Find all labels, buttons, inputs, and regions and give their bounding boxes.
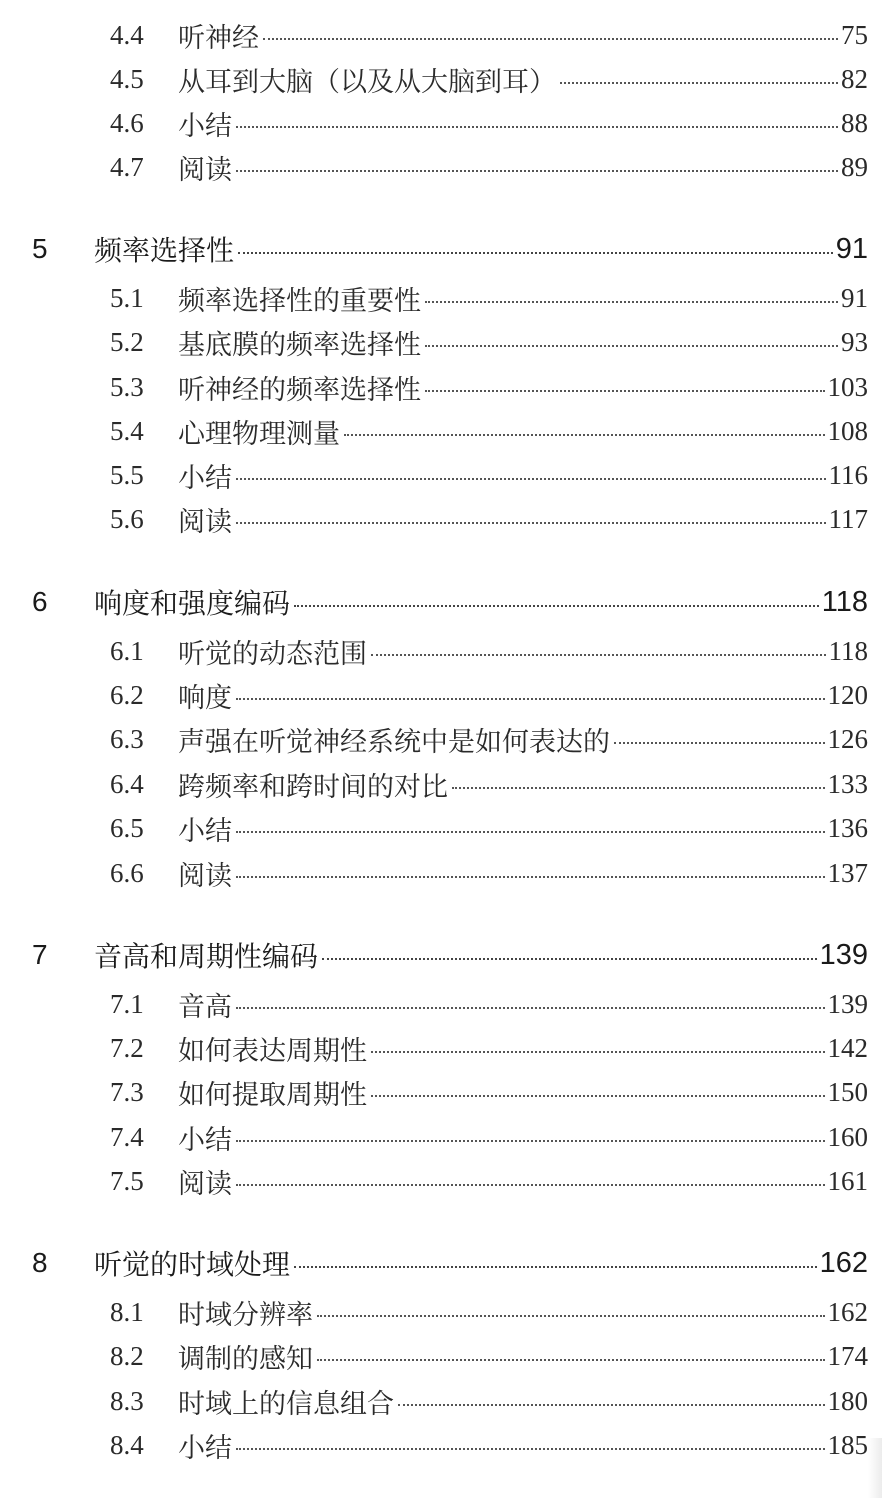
entry-title: 小结 <box>178 1432 232 1464</box>
entry-number: 4.6 <box>110 107 144 138</box>
dot-leader <box>371 1095 825 1097</box>
entry-title: 小结 <box>178 1124 232 1156</box>
toc-section-entry <box>110 59 868 99</box>
dot-leader <box>236 831 825 833</box>
entry-page-number: 162 <box>819 1246 868 1279</box>
entry-page-number: 88 <box>841 107 868 138</box>
entry-page-number: 160 <box>827 1121 868 1152</box>
entry-number: 6 <box>32 586 48 617</box>
toc-section-entry <box>110 1072 868 1112</box>
toc-section-entry <box>110 808 868 848</box>
entry-title: 从耳到大脑（以及从大脑到耳） <box>178 66 556 98</box>
entry-page-number: 185 <box>827 1429 868 1460</box>
entry-page-number: 118 <box>821 585 868 618</box>
entry-title: 听觉的动态范围 <box>178 638 367 670</box>
entry-title: 基底膜的频率选择性 <box>178 329 421 361</box>
page-edge-shadow <box>868 1438 882 1498</box>
entry-number: 6.2 <box>110 679 144 710</box>
entry-page-number: 180 <box>827 1385 868 1416</box>
dot-leader <box>236 522 826 524</box>
dot-leader <box>236 876 825 878</box>
toc-section-entry <box>110 631 868 671</box>
entry-page-number: 126 <box>827 723 868 754</box>
entry-page-number: 103 <box>827 371 868 402</box>
entry-title: 如何表达周期性 <box>178 1035 367 1067</box>
toc-section-entry <box>110 499 868 539</box>
toc-chapter-entry <box>32 1243 868 1283</box>
entry-title: 小结 <box>178 110 232 142</box>
dot-leader <box>614 742 825 744</box>
toc-chapter-entry <box>32 935 868 975</box>
toc-section-entry <box>110 1028 868 1068</box>
entry-number: 6.5 <box>110 812 144 843</box>
entry-page-number: 136 <box>827 812 868 843</box>
entry-title: 小结 <box>178 462 232 494</box>
entry-title: 阅读 <box>178 1168 232 1200</box>
dot-leader <box>371 654 826 656</box>
entry-number: 5.2 <box>110 326 144 357</box>
entry-page-number: 142 <box>827 1032 868 1063</box>
entry-title: 心理物理测量 <box>178 418 340 450</box>
dot-leader <box>322 958 817 960</box>
dot-leader <box>425 345 838 347</box>
entry-page-number: 93 <box>841 326 868 357</box>
entry-page-number: 82 <box>841 63 868 94</box>
entry-page-number: 75 <box>841 19 868 50</box>
entry-page-number: 133 <box>827 768 868 799</box>
entry-title: 小结 <box>178 815 232 847</box>
entry-title: 如何提取周期性 <box>178 1079 367 1111</box>
entry-title: 时域分辨率 <box>178 1299 313 1331</box>
entry-title: 阅读 <box>178 506 232 538</box>
entry-page-number: 91 <box>835 232 868 265</box>
dot-leader <box>236 1140 825 1142</box>
entry-number: 6.1 <box>110 635 144 666</box>
entry-number: 8.1 <box>110 1296 144 1327</box>
dot-leader <box>236 1184 825 1186</box>
toc-section-entry <box>110 455 868 495</box>
toc-section-entry <box>110 411 868 451</box>
entry-page-number: 162 <box>827 1296 868 1327</box>
entry-number: 7.2 <box>110 1032 144 1063</box>
entry-page-number: 89 <box>841 151 868 182</box>
dot-leader <box>371 1051 825 1053</box>
entry-number: 6.3 <box>110 723 144 754</box>
dot-leader <box>236 1007 825 1009</box>
toc-chapter-entry <box>32 229 868 269</box>
entry-number: 4.5 <box>110 63 144 94</box>
entry-title: 时域上的信息组合 <box>178 1388 394 1420</box>
dot-leader <box>425 390 825 392</box>
dot-leader <box>236 698 825 700</box>
entry-page-number: 120 <box>827 679 868 710</box>
toc-section-entry <box>110 1336 868 1376</box>
toc-section-entry <box>110 1292 868 1332</box>
entry-number: 5.1 <box>110 282 144 313</box>
entry-title: 阅读 <box>178 860 232 892</box>
entry-title: 响度 <box>178 682 232 714</box>
entry-title: 音高 <box>178 991 232 1023</box>
entry-number: 6.6 <box>110 857 144 888</box>
entry-page-number: 174 <box>827 1340 868 1371</box>
entry-page-number: 117 <box>828 503 868 534</box>
entry-number: 5.3 <box>110 371 144 402</box>
toc-section-entry <box>110 719 868 759</box>
entry-title: 音高和周期性编码 <box>94 940 319 973</box>
entry-title: 调制的感知 <box>178 1343 313 1375</box>
entry-number: 5.4 <box>110 415 144 446</box>
entry-number: 7.1 <box>110 988 144 1019</box>
entry-title: 声强在听觉神经系统中是如何表达的 <box>178 726 610 758</box>
dot-leader <box>294 1266 817 1268</box>
entry-page-number: 139 <box>827 988 868 1019</box>
toc-section-entry <box>110 367 868 407</box>
entry-title: 频率选择性 <box>94 234 235 267</box>
entry-page-number: 118 <box>828 635 868 666</box>
entry-page-number: 139 <box>819 938 868 971</box>
dot-leader <box>236 126 838 128</box>
entry-page-number: 137 <box>827 857 868 888</box>
toc-chapter-entry <box>32 582 868 622</box>
entry-number: 8.4 <box>110 1429 144 1460</box>
dot-leader <box>236 1448 825 1450</box>
entry-title: 听神经 <box>178 22 259 54</box>
entry-title: 频率选择性的重要性 <box>178 285 421 317</box>
entry-page-number: 116 <box>828 459 868 490</box>
entry-number: 8.3 <box>110 1385 144 1416</box>
dot-leader <box>238 252 833 254</box>
entry-number: 4.7 <box>110 151 144 182</box>
entry-title: 响度和强度编码 <box>94 587 291 620</box>
entry-number: 7.5 <box>110 1165 144 1196</box>
entry-number: 7.4 <box>110 1121 144 1152</box>
entry-number: 7 <box>32 939 48 970</box>
entry-number: 5.5 <box>110 459 144 490</box>
toc-section-entry <box>110 675 868 715</box>
entry-page-number: 161 <box>827 1165 868 1196</box>
entry-number: 5.6 <box>110 503 144 534</box>
entry-title: 听神经的频率选择性 <box>178 374 421 406</box>
dot-leader <box>560 82 838 84</box>
entry-number: 4.4 <box>110 19 144 50</box>
dot-leader <box>263 38 838 40</box>
dot-leader <box>344 434 825 436</box>
entry-number: 8 <box>32 1247 48 1278</box>
dot-leader <box>317 1315 825 1317</box>
entry-title: 阅读 <box>178 154 232 186</box>
entry-number: 5 <box>32 233 48 264</box>
entry-page-number: 91 <box>841 282 868 313</box>
entry-title: 听觉的时域处理 <box>94 1248 291 1281</box>
dot-leader <box>425 301 838 303</box>
dot-leader <box>236 170 838 172</box>
dot-leader <box>452 787 825 789</box>
toc-section-entry <box>110 1161 868 1201</box>
entry-number: 7.3 <box>110 1076 144 1107</box>
toc-section-entry <box>110 1381 868 1421</box>
toc-section-entry <box>110 764 868 804</box>
toc-section-entry <box>110 322 868 362</box>
entry-title: 跨频率和跨时间的对比 <box>178 771 448 803</box>
entry-page-number: 150 <box>827 1076 868 1107</box>
toc-section-entry <box>110 1117 868 1157</box>
toc-section-entry <box>110 103 868 143</box>
toc-section-entry <box>110 15 868 55</box>
toc-section-entry <box>110 147 868 187</box>
dot-leader <box>398 1404 825 1406</box>
entry-page-number: 108 <box>827 415 868 446</box>
toc-section-entry <box>110 1425 868 1465</box>
dot-leader <box>294 605 819 607</box>
dot-leader <box>317 1359 825 1361</box>
entry-number: 8.2 <box>110 1340 144 1371</box>
toc-section-entry <box>110 853 868 893</box>
toc-section-entry <box>110 278 868 318</box>
dot-leader <box>236 478 826 480</box>
toc-section-entry <box>110 984 868 1024</box>
entry-number: 6.4 <box>110 768 144 799</box>
